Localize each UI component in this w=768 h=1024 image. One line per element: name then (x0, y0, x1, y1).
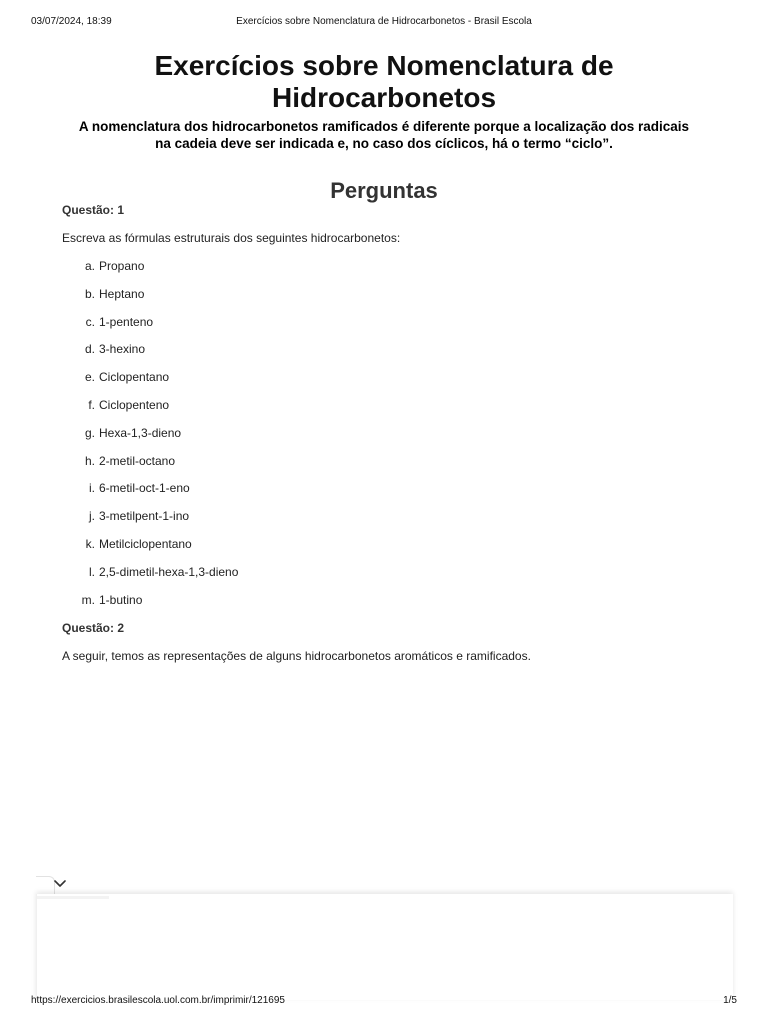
widget-tab (36, 876, 55, 895)
item-text: Ciclopenteno (99, 397, 170, 412)
question-2-label: Questão: 2 (62, 620, 125, 635)
item-text: 1-butino (99, 592, 143, 607)
item-letter: k. (85, 536, 95, 551)
print-footer (31, 995, 737, 1009)
list-item (62, 534, 706, 554)
list-item (62, 312, 706, 332)
print-header (31, 16, 737, 30)
item-letter: g. (84, 425, 95, 440)
item-text: Hexa-1,3-dieno (99, 425, 182, 440)
item-text: 2,5-dimetil-hexa-1,3-dieno (99, 564, 239, 579)
list-item (62, 367, 706, 387)
item-letter: h. (84, 453, 95, 468)
item-letter: i. (89, 481, 95, 496)
item-text: 3-hexino (99, 342, 146, 357)
question-1-text: Escreva as fórmulas estruturais dos seguintes hidrocarbonetos: (62, 231, 401, 245)
chevron-down-icon (54, 880, 66, 888)
print-url: https://exercicios.brasilescola.uol.com.br/imprimir/121695 (31, 995, 285, 1006)
list-item (62, 506, 706, 526)
item-text: 2-metil-octano (99, 453, 176, 468)
print-document-title: Exercícios sobre Nomenclatura de Hidrocarbonetos - Brasil Escola (236, 16, 532, 27)
item-text: 1-penteno (99, 314, 154, 329)
item-letter: c. (85, 314, 95, 329)
list-item (62, 478, 706, 498)
item-letter: b. (84, 286, 95, 301)
question-1-label: Questão: 1 (62, 203, 125, 217)
widget-panel-strip (37, 896, 109, 899)
print-datetime: 03/07/2024, 18:39 (31, 16, 112, 27)
list-item (62, 339, 706, 359)
item-text: 3-metilpent-1-ino (99, 509, 190, 524)
list-item (62, 284, 706, 304)
question-1-items (62, 256, 706, 610)
item-text: Heptano (99, 286, 145, 301)
item-text: 6-metil-oct-1-eno (99, 481, 190, 496)
list-item (62, 451, 706, 471)
widget-panel (36, 894, 733, 1000)
item-letter: f. (88, 397, 95, 412)
item-text: Propano (99, 259, 145, 273)
questions-content (62, 200, 706, 674)
list-item (62, 395, 706, 415)
list-item (62, 423, 706, 443)
list-item (62, 590, 706, 610)
item-letter: l. (89, 564, 95, 579)
section-heading: Perguntas (330, 178, 438, 203)
list-item (62, 562, 706, 582)
collapsible-widget (36, 876, 732, 1000)
widget-toggle-button[interactable] (36, 876, 72, 896)
item-letter: m. (81, 592, 95, 607)
list-item (62, 256, 706, 276)
page-subtitle: A nomenclatura dos hidrocarbonetos ramificados é diferente porque a localização dos radicais na cadeia deve ser indicada e, no caso dos cíclicos, há o termo “ciclo”. (78, 119, 690, 151)
page-number: 1/5 (723, 995, 737, 1006)
item-letter: d. (84, 342, 95, 357)
question-2-text: A seguir, temos as representações de alguns hidrocarbonetos aromáticos e ramificados. (62, 648, 531, 663)
item-text: Metilciclopentano (99, 536, 192, 551)
item-letter: j. (89, 509, 95, 524)
item-text: Ciclopentano (99, 370, 170, 385)
item-letter: a. (84, 259, 95, 273)
page-title: Exercícios sobre Nomenclatura de Hidrocarbonetos (154, 50, 614, 113)
item-letter: e. (84, 370, 95, 385)
